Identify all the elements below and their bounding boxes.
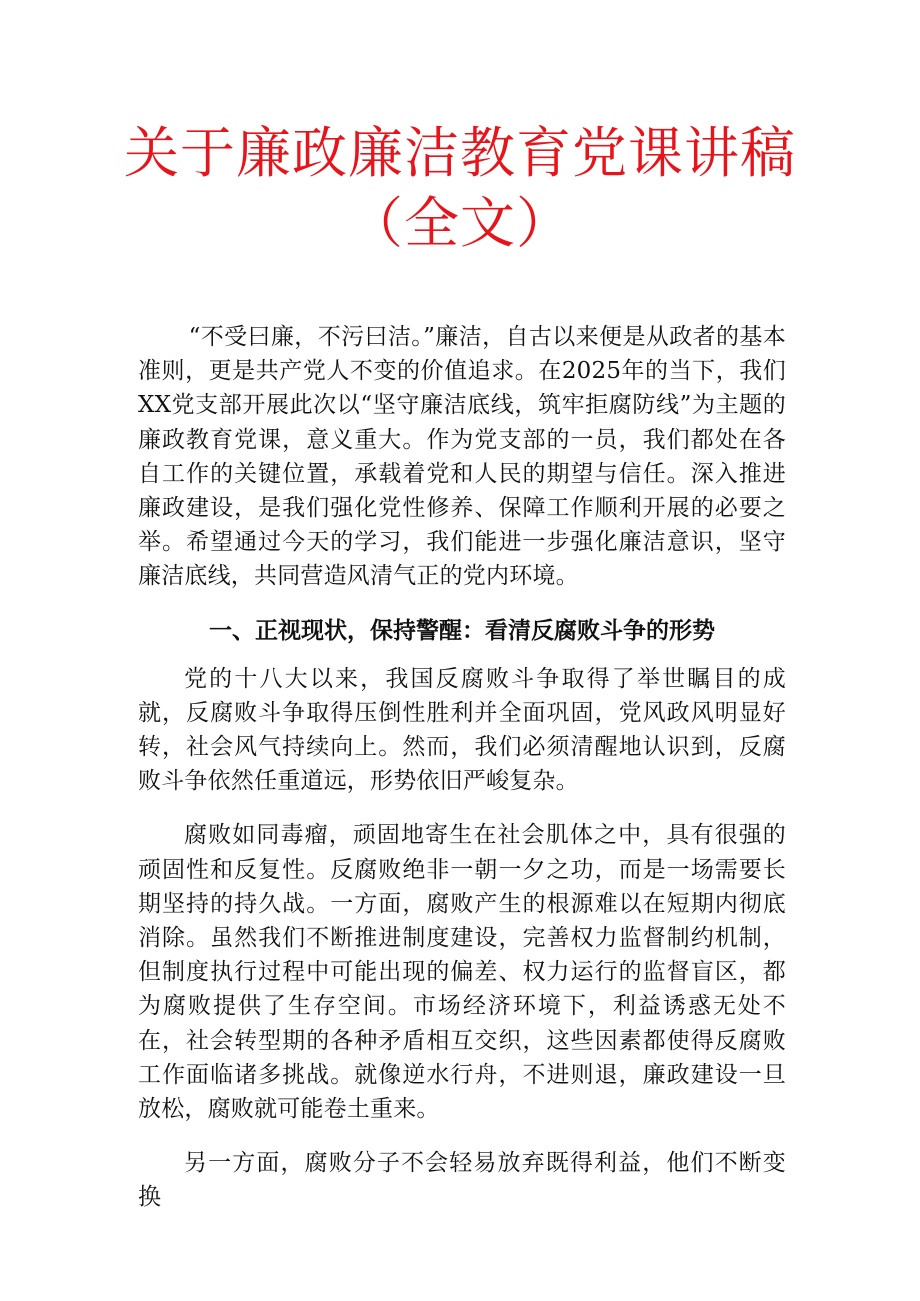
document-body bbox=[138, 320, 786, 1215]
section-heading: 一、正视现状，保持警醒：看清反腐败斗争的形势 bbox=[209, 617, 715, 644]
paragraph-spacer bbox=[138, 798, 786, 818]
body-paragraph: 党的十八大以来，我国反腐败斗争取得了举世瞩目的成就，反腐败斗争取得压倒性胜利并全面巩固，党风政风明显好转，社会风气持续向上。然而，我们必须清醒地认识到，反腐败斗争依然任重道远，形势依旧严峻复杂。 bbox=[138, 665, 786, 795]
body-paragraph: 腐败如同毒瘤，顽固地寄生在社会肌体之中，具有很强的顽固性和反复性。反腐败绝非一朝一夕之功，而是一场需要长期坚持的持久战。一方面，腐败产生的根源难以在短期内彻底消除。虽然我们不断推进制度建设，完善权力监督制约机制，但制度执行过程中可能出现的偏差、权力运行的监督盲区，都为腐败提供了生存空间。市场经济环境下，利益诱惑无处不在，社会转型期的各种矛盾相互交织，这些因素都使得反腐败工作面临诸多挑战。就像逆水行舟，不进则退，廉政建设一旦放松，腐败就可能卷土重来。 bbox=[138, 822, 786, 1123]
intro-paragraph: “不受曰廉，不污曰洁。”廉洁，自古以来便是从政者的基本准则，更是共产党人不变的价值追求。在2025年的当下，我们XX党支部开展此次以“坚守廉洁底线，筑牢拒腐防线”为主题的廉政教育党课，意义重大。作为党支部的一员，我们都处在各自工作的关键位置，承载着党和人民的期望与信任。深入推进廉政建设，是我们强化党性修养、保障工作顺利开展的必要之举。希望通过今天的学习，我们能进一步强化廉洁意识，坚守廉洁底线，共同营造风清气正的党内环境。 bbox=[138, 324, 786, 590]
paragraph-spacer bbox=[138, 1126, 786, 1146]
body-paragraph: 另一方面，腐败分子不会轻易放弃既得利益，他们不断变换 bbox=[138, 1150, 786, 1211]
document-title: 关于廉政廉洁教育党课讲稿（全文） bbox=[123, 121, 796, 255]
